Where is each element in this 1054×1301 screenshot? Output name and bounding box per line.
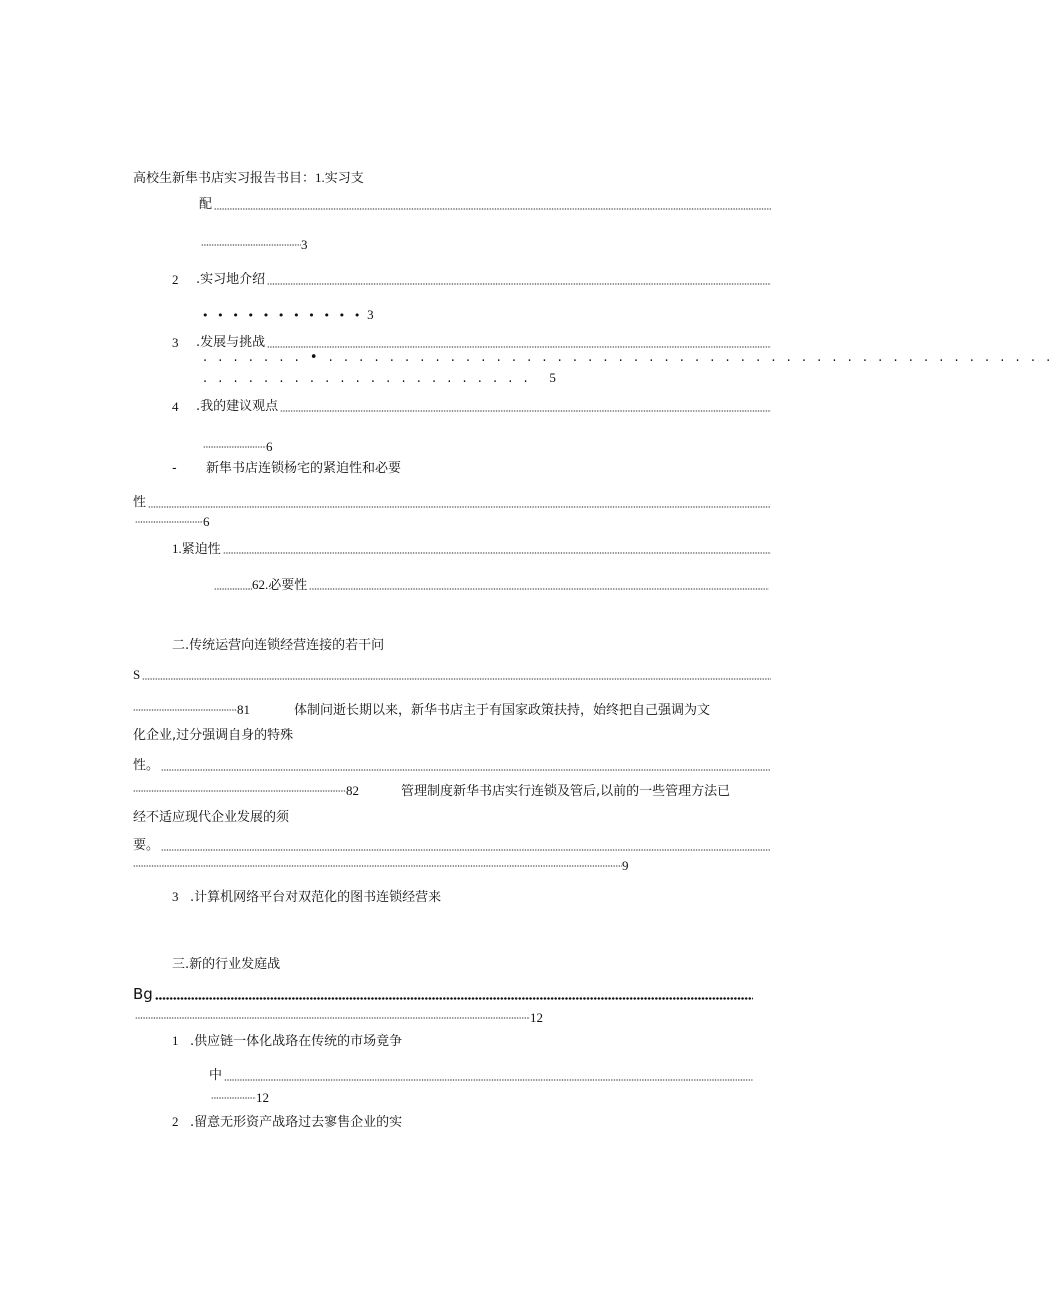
toc-entry-3-text: .发展与挑战 bbox=[196, 335, 266, 350]
dot-leader bbox=[161, 849, 771, 851]
toc-section-1-page: 6 bbox=[203, 514, 210, 529]
bullet-row: . . . . . . . • . . . . . . . . . . . . . . . . . . . . . . . . . . . . . . . . . . . . . . . . . . . . . . . . bbox=[203, 350, 1054, 365]
toc-section-3-item-1-leader bbox=[209, 1068, 753, 1084]
dot-leader bbox=[267, 283, 771, 285]
toc-entry-2-bullets: • • • • • • • • • • • bbox=[202, 309, 363, 322]
toc-section-2-item-2-leader bbox=[133, 838, 771, 854]
toc-section-2-text: 二.传统运营向连锁经营连接的若干问 bbox=[172, 638, 385, 653]
dot-leader bbox=[148, 506, 771, 508]
dot-leader bbox=[224, 1079, 753, 1081]
toc-section-3-item-2[interactable] bbox=[172, 1114, 402, 1131]
toc-entry-4-text: .我的建议观点 bbox=[196, 399, 279, 414]
toc-entry-3-page: 5 bbox=[549, 370, 556, 385]
toc-section-2-item-2-page-line bbox=[133, 858, 629, 875]
dot-leader bbox=[161, 769, 771, 771]
toc-title: 高校生新隼书店实习报告书目： bbox=[133, 171, 316, 186]
toc-section-1[interactable] bbox=[172, 461, 401, 477]
toc-section-3-item-1-page-line bbox=[211, 1090, 269, 1107]
toc-section-3-item-2-num: 2 bbox=[172, 1114, 179, 1129]
toc-entry-3-bullets-1 bbox=[203, 350, 1054, 366]
toc-entry-4[interactable] bbox=[172, 399, 771, 415]
dot-leader bbox=[135, 521, 203, 523]
toc-section-3-cont: Bg bbox=[133, 985, 153, 1003]
toc-section-1-item-2-text: 2.必要性 bbox=[258, 577, 308, 592]
toc-entry-4-num: 4 bbox=[172, 399, 179, 414]
toc-section-3[interactable] bbox=[172, 957, 280, 973]
toc-entry-2-num: 2 bbox=[172, 272, 179, 287]
toc-section-2-item-3-text: .计算机网络平台对双范化的图书连锁经营来 bbox=[190, 890, 442, 905]
dot-leader bbox=[133, 709, 237, 711]
toc-section-3-item-2-text: .留意无形资产战珞过去寥售企业的实 bbox=[190, 1115, 403, 1130]
toc-section-3-item-1-num: 1 bbox=[172, 1033, 179, 1048]
toc-section-2-item-2-cont2: 要。 bbox=[133, 838, 160, 853]
toc-section-2-item-1[interactable] bbox=[133, 702, 710, 719]
dot-leader bbox=[133, 865, 622, 867]
toc-section-3-item-1[interactable] bbox=[172, 1033, 402, 1050]
dot-leader bbox=[135, 1017, 530, 1019]
dot-leader bbox=[203, 446, 266, 448]
toc-section-2[interactable] bbox=[172, 638, 384, 654]
toc-entry-4-page: 6 bbox=[266, 439, 273, 454]
dot-leader bbox=[155, 997, 753, 1000]
toc-entry-1-cont: 配 bbox=[199, 197, 213, 212]
toc-section-2-item-1-cont2: 性。 bbox=[133, 758, 160, 773]
toc-entry-1-leader bbox=[199, 197, 771, 213]
toc-section-2-item-1-cont-text: 化企业,过分强调自身的特殊 bbox=[133, 728, 294, 743]
toc-section-2-item-2-cont bbox=[133, 810, 289, 826]
toc-section-3-item-1-text: .供应链一体化战珞在传统的市场竟争 bbox=[190, 1034, 403, 1049]
dot-leader bbox=[267, 346, 771, 348]
toc-section-2-item-1-text: 体制问逝长期以来，新华书店主于有国家政策扶持，始终把自己强调为文 bbox=[294, 703, 711, 718]
toc-section-2-item-2-page: 9 bbox=[622, 858, 629, 873]
dot-leader bbox=[214, 208, 771, 210]
toc-section-2-item-3[interactable] bbox=[172, 889, 441, 906]
toc-section-3-page: 12 bbox=[530, 1010, 543, 1025]
toc-entry-3-num: 3 bbox=[172, 335, 179, 350]
toc-section-1-item-1[interactable] bbox=[172, 541, 771, 557]
toc-entry-1-page-line[interactable] bbox=[201, 237, 308, 254]
toc-section-2-item-1-page: 8 bbox=[346, 783, 353, 798]
dot-leader bbox=[214, 588, 252, 590]
toc-section-1-item-2[interactable] bbox=[214, 577, 769, 593]
toc-section-3-item-1-page: 12 bbox=[256, 1090, 269, 1105]
dot-leader bbox=[280, 410, 771, 412]
toc-entry-3[interactable] bbox=[172, 335, 771, 351]
dot-leader bbox=[201, 244, 301, 246]
toc-section-2-item-2-num: 2 bbox=[352, 783, 359, 798]
toc-section-1-cont: 性 bbox=[133, 495, 147, 510]
toc-section-3-page-line bbox=[135, 1010, 543, 1027]
toc-section-2-item-3-num: 3 bbox=[172, 889, 179, 904]
toc-section-2-leader bbox=[133, 667, 771, 683]
toc-section-1-dash: - bbox=[172, 461, 177, 476]
toc-entry-1-text: 1.实习支 bbox=[315, 170, 364, 185]
toc-section-1-text: 新隼书店连锁杨宅的紧迫性和必要 bbox=[206, 461, 402, 476]
toc-section-2-item-2-text: 管理制度新华书店实行连锁及管后,以前的一些管理方法已 bbox=[401, 784, 731, 799]
toc-entry-3-bullets-2 bbox=[203, 370, 556, 387]
toc-entry-2-text: .实习地介绍 bbox=[196, 272, 266, 287]
toc-section-3-item-1-cont: 中 bbox=[209, 1068, 223, 1083]
toc-section-2-item-1-cont bbox=[133, 728, 293, 744]
toc-section-2-item-2-cont-text: 经不适应现代企业发展的须 bbox=[133, 810, 290, 825]
toc-section-2-cont: S bbox=[133, 667, 141, 682]
toc-section-1-page-line bbox=[135, 514, 210, 531]
dot-leader bbox=[309, 588, 769, 590]
toc-section-3-text: 三.新的行业发庭战 bbox=[172, 957, 281, 972]
toc-entry-2[interactable] bbox=[172, 272, 771, 288]
dot-leader bbox=[211, 1097, 256, 1099]
toc-entry-2-page-line bbox=[202, 307, 374, 324]
toc-title-line bbox=[133, 170, 364, 187]
toc-section-2-page: 8 bbox=[237, 702, 244, 717]
dot-leader bbox=[133, 790, 346, 792]
toc-section-2-item-1-leader bbox=[133, 758, 771, 774]
toc-section-1-item-1-page: 6 bbox=[252, 577, 259, 592]
dot-leader bbox=[142, 678, 771, 680]
toc-section-1-item-1-text: 1.紧迫性 bbox=[172, 541, 221, 556]
dot-leader bbox=[223, 552, 771, 554]
bullet-row: . . . . . . . . . . . . . . . . . . . . . . bbox=[203, 371, 532, 386]
toc-section-3-leader bbox=[133, 985, 753, 1003]
toc-section-1-leader bbox=[133, 495, 771, 511]
toc-section-2-item-2[interactable] bbox=[133, 783, 730, 800]
toc-entry-4-page-line bbox=[203, 439, 273, 456]
toc-entry-1-page: 3 bbox=[301, 237, 308, 252]
toc-entry-2-page: 3 bbox=[367, 307, 374, 322]
toc-section-2-item-1-num: 1 bbox=[243, 702, 250, 717]
